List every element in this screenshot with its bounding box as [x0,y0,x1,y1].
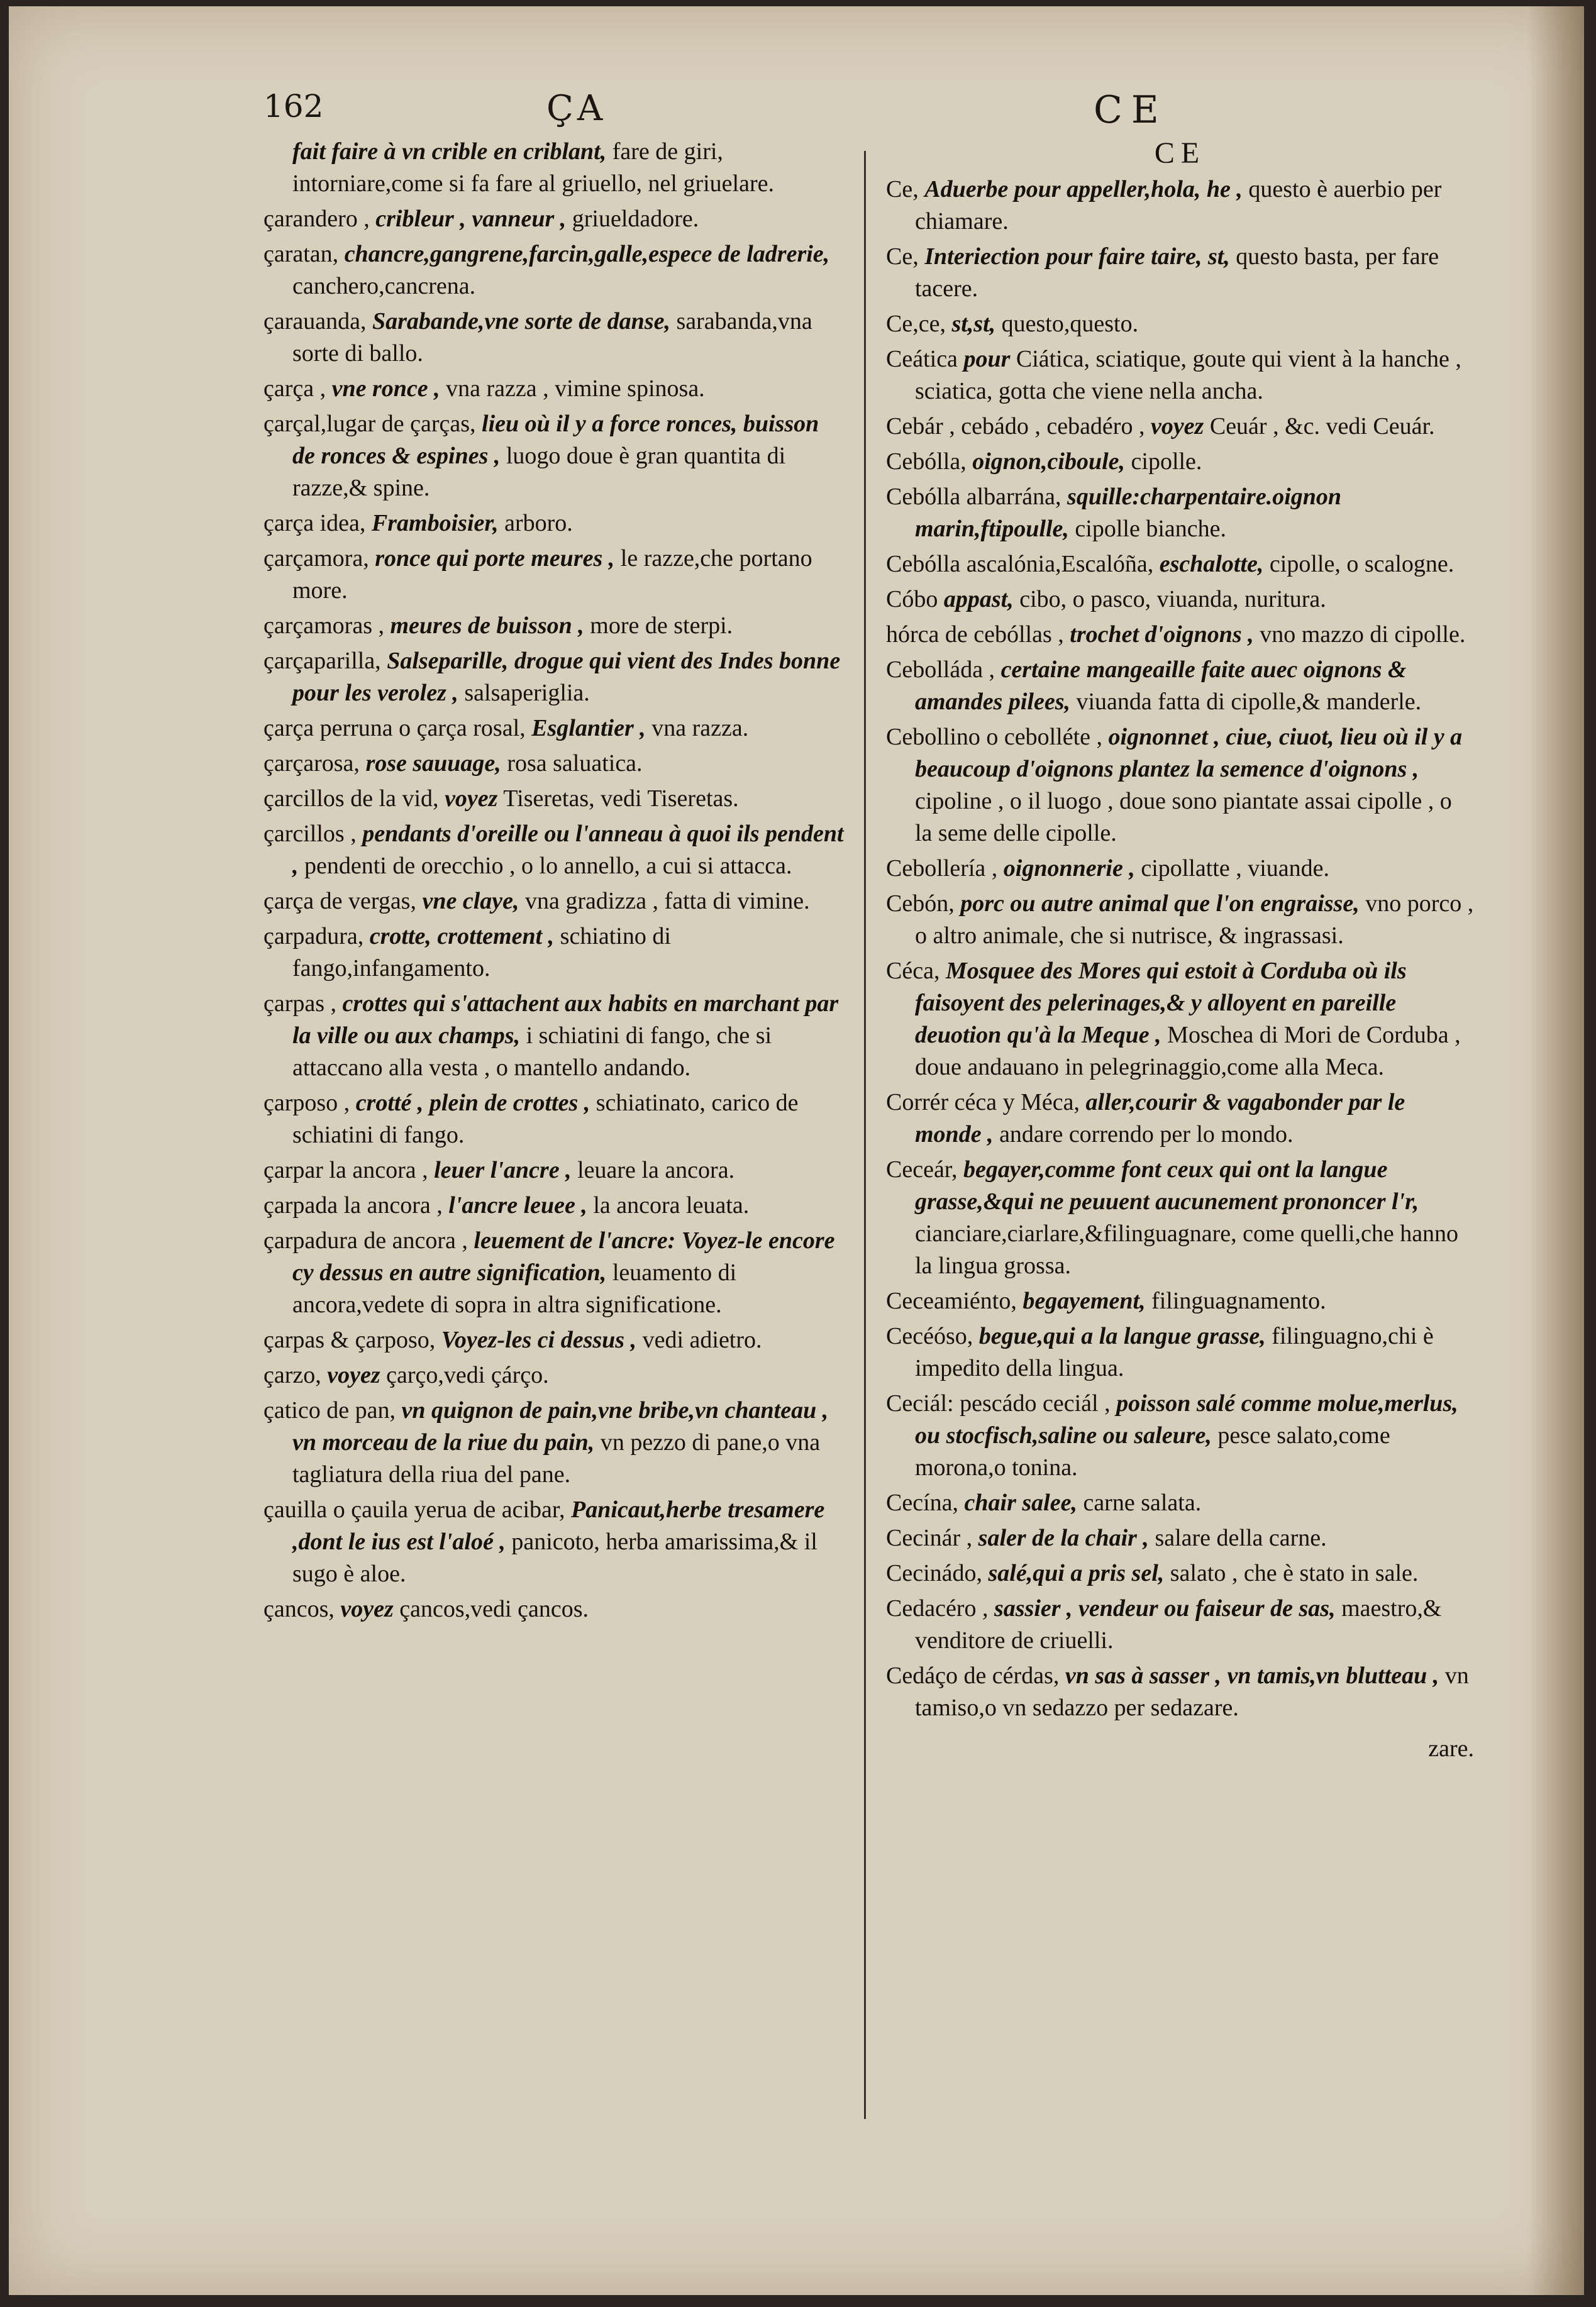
italian-gloss: schiatino di fango,infangamento. [292,923,671,982]
dictionary-entry [263,1087,845,1151]
french-gloss: chair salee, [964,1490,1077,1516]
headword: Cebolláda , [886,656,995,683]
italian-gloss: andare correndo per lo mondo. [999,1121,1294,1148]
italian-gloss: vna gradizza , fatta di vimine. [525,888,810,914]
dictionary-entry [886,1522,1474,1554]
dictionary-entry [886,721,1474,849]
french-gloss: oignonnet , ciue, ciuot, lieu où il y a beaucoup d'oignons plantez la semence d'oignons , [915,724,1463,782]
headword: çarçaparilla, [263,648,381,674]
french-gloss: Voyez-les ci dessus , [441,1327,637,1353]
italian-gloss: filinguagnamento. [1151,1288,1326,1314]
dictionary-entry [886,446,1474,478]
dictionary-entry [263,1324,845,1356]
headword: Cebólla ascalónia,Escalóña, [886,551,1154,577]
right-column [886,136,1474,1762]
french-gloss: saler de la chair , [978,1525,1149,1551]
french-gloss: vn sas à sasser , vn tamis,vn blutteau , [1065,1662,1439,1689]
italian-gloss: cianciare,ciarlare,&filinguagnare, come quelli,che hanno la lingua grossa. [915,1220,1459,1279]
headword: Ce,ce, [886,311,946,337]
italian-gloss: salare della carne. [1155,1525,1327,1551]
dictionary-entry [263,988,845,1084]
headword: çarçal,lugar de çarças, [263,411,476,437]
french-gloss: Salseparille, drogue qui vient des Indes bonne pour les verolez , [292,648,841,706]
french-gloss: salé,qui a pris sel, [988,1560,1165,1586]
italian-gloss: Tiseretas, vedi Tiseretas. [503,785,739,812]
french-gloss: appast, [943,586,1014,612]
italian-gloss: questo basta, per fare tacere. [915,243,1439,302]
headword: Ce, [886,243,919,270]
french-gloss: begayer,comme font ceux qui ont la langue grasse,&qui ne peuuent aucunement prononcer l'r, [915,1156,1419,1215]
headword: Cebólla, [886,448,967,475]
french-gloss: lieu où il y a force ronces, buisson de ronces & espines , [292,411,819,469]
headword: çarpada la ancora , [263,1192,443,1219]
french-gloss: ronce qui porte meures , [375,545,615,572]
italian-gloss: leuare la ancora. [577,1157,735,1183]
dictionary-entry [886,619,1474,651]
french-gloss: Sarabande,vne sorte de danse, [372,308,670,335]
headword: Cecéóso, [886,1323,973,1349]
italian-gloss: viuanda fatta di cipolle,& manderle. [1076,689,1422,715]
dictionary-entry [263,1225,845,1321]
italian-gloss: maestro,& venditore de criuelli. [915,1595,1442,1654]
headword: Cedacéro , [886,1595,989,1622]
french-gloss: Aduerbe pour appeller,hola, he , [924,176,1243,202]
headword: çarauanda, [263,308,367,335]
headword: çarzo, [263,1362,321,1388]
italian-gloss: vna razza. [651,715,749,741]
section-heading: CE [1154,136,1206,170]
dictionary-entry [886,343,1474,407]
dictionary-entry [886,853,1474,885]
french-gloss: poisson salé comme molue,merlus, ou stocfisch,saline ou saleure, [915,1390,1458,1449]
italian-gloss: vno porco , o altro animale, che si nutrisce, & ingrassasi. [915,890,1474,949]
dictionary-entry [263,783,845,815]
headword: Cebár , cebádo , cebadéro , [886,413,1145,440]
dictionary-entry [263,507,845,539]
french-gloss: sassier , vendeur ou faiseur de sas, [994,1595,1336,1622]
french-gloss: Framboisier, [371,510,499,536]
french-gloss: fait faire à vn crible en criblant, [292,138,607,165]
dictionary-entry [886,174,1474,238]
italian-gloss: griueldadore. [572,206,699,232]
italian-gloss: cipolle bianche. [1075,516,1226,542]
headword: Ceática [886,346,958,372]
french-gloss: l'ancre leuee , [448,1192,587,1219]
italian-gloss: Ceuár , &c. vedi Ceuár. [1209,413,1435,440]
french-gloss: cribleur , vanneur , [375,206,567,232]
italian-gloss: cipollatte , viuande. [1141,855,1330,882]
french-gloss: meures de buisson , [390,612,584,639]
french-gloss: pendants d'oreille ou l'anneau à quoi ils pendent , [292,821,844,879]
french-gloss: vne ronce , [331,375,440,402]
dictionary-entry [263,238,845,302]
book-page [9,6,1584,2295]
italian-gloss: çancos,vedi çancos. [399,1596,589,1622]
italian-gloss: questo è auerbio per chiamare. [915,176,1442,235]
headword: çarposo , [263,1090,350,1116]
dictionary-entry [886,584,1474,616]
headword: çarpas , [263,990,337,1017]
dictionary-entry [886,308,1474,340]
italian-gloss: çarço,vedi çárço. [386,1362,549,1388]
headword: çarça , [263,375,326,402]
headword: çarça idea, [263,510,366,536]
italian-gloss: canchero,cancrena. [292,273,476,299]
italian-gloss: questo,questo. [1001,311,1139,337]
italian-gloss: leuamento di ancora,vedete di sopra in altra significatione. [292,1259,737,1318]
headword: çarça perruna o çarça rosal, [263,715,526,741]
headword: Cecinádo, [886,1560,983,1586]
dictionary-entry [263,1395,845,1491]
italian-gloss: cipoline , o il luogo , doue sono piantate assai cipolle , o la seme delle cipolle. [915,788,1452,846]
dictionary-entry [886,1487,1474,1519]
column-divider [864,151,866,2119]
french-gloss: Esglantier , [531,715,646,741]
french-gloss: vn quignon de pain,vne bribe,vn chanteau , vn morceau de la riue du pain, [292,1397,829,1456]
italian-gloss: la ancora leuata. [593,1192,750,1219]
dictionary-entry [886,955,1474,1083]
dictionary-entry [886,888,1474,952]
headword: Cebólla albarrána, [886,484,1061,510]
headword: çarpadura de ancora , [263,1227,468,1254]
italian-gloss: pendenti de orecchio , o lo annello, a cui si attacca. [304,853,792,879]
dictionary-entry [263,645,845,709]
headword: çatico de pan, [263,1397,396,1424]
headword: Cebollería , [886,855,998,882]
headword: çarçamora, [263,545,369,572]
italian-gloss: Ciática, sciatique, goute qui vient à la hanche , sciatica, gotta che viene nella ancha. [915,346,1461,404]
italian-gloss: vno mazzo di cipolle. [1260,621,1466,648]
french-gloss: rose sauuage, [365,750,501,777]
dictionary-entry [263,748,845,780]
french-gloss: voyez [1150,413,1204,440]
french-gloss: vne claye, [422,888,519,914]
italian-gloss: salato , che è stato in sale. [1170,1560,1419,1586]
dictionary-entry [886,1660,1474,1724]
dictionary-entry [886,1388,1474,1484]
headword: Ceceár, [886,1156,958,1183]
dictionary-entry [263,136,845,200]
italian-gloss: sarabanda,vna sorte di ballo. [292,308,812,367]
dictionary-entry [886,1154,1474,1282]
french-gloss: begue,qui a la langue grasse, [978,1323,1266,1349]
running-head-left: ÇA [546,88,607,129]
dictionary-entry [886,411,1474,443]
headword: Ceciál: pescádo ceciál , [886,1390,1111,1417]
headword: çarcillos de la vid, [263,785,439,812]
french-gloss: Mosquee des Mores qui estoit à Corduba où ils faisoyent des pelerinages,& y alloyent en pareille deuotion qu'à la Meque , [915,958,1407,1048]
french-gloss: leuement de l'ancre: Voyez-le encore cy dessus en autre signification, [292,1227,835,1286]
dictionary-entry [886,1593,1474,1657]
italian-gloss: Moschea di Mori de Corduba , doue andauano in pelegrinaggio,come alla Meca. [915,1022,1461,1080]
french-gloss: chancre,gangrene,farcin,galle,espece de ladrerie, [344,241,830,267]
headword: çarçarosa, [263,750,360,777]
french-gloss: crotté , plein de crottes , [355,1090,590,1116]
french-gloss: aller,courir & vagabonder par le monde , [915,1089,1405,1148]
italian-gloss: cibo, o pasco, viuanda, nuritura. [1019,586,1326,612]
french-gloss: st,st, [951,311,996,337]
french-gloss: porc ou autre animal que l'on engraisse, [960,890,1360,917]
dictionary-entry [263,1494,845,1590]
french-gloss: squille:charpentaire.oignon marin,ftipoulle, [915,484,1342,542]
french-gloss: leuer l'ancre , [434,1157,572,1183]
french-gloss: trochet d'oignons , [1070,621,1254,648]
french-gloss: Interiection pour faire taire, st, [924,243,1230,270]
dictionary-entry [263,610,845,642]
italian-gloss: vn pezzo di pane,o vna tagliatura della riua del pane. [292,1429,821,1488]
french-gloss: pour [963,346,1011,372]
headword: çauilla o çauila yerua de acibar, [263,1497,565,1523]
french-gloss: crotte, crottement , [369,923,555,949]
italian-gloss: more de sterpi. [590,612,733,639]
headword: çarpar la ancora , [263,1157,428,1183]
italian-gloss: vn tamiso,o vn sedazzo per sedazare. [915,1662,1469,1721]
italian-gloss: arboro. [504,510,573,536]
dictionary-entry [263,203,845,235]
right-entries [886,174,1474,1724]
headword: çarandero , [263,206,370,232]
dictionary-entry [263,543,845,607]
headword: Ce, [886,176,919,202]
dictionary-entry [886,1320,1474,1385]
dictionary-entry [886,548,1474,580]
headword: Cecinár , [886,1525,973,1551]
headword: Corrér céca y Méca, [886,1089,1080,1115]
dictionary-entry [263,408,845,504]
headword: çaratan, [263,241,339,267]
left-column [263,136,845,1629]
dictionary-entry [263,818,845,882]
italian-gloss: panicoto, herba amarissima,& il sugo è aloe. [292,1529,817,1587]
italian-gloss: filinguagno,chi è impedito della lingua. [915,1323,1434,1381]
headword: çarpadura, [263,923,364,949]
headword: Cecína, [886,1490,959,1516]
catchword: zare. [1428,1735,1474,1762]
italian-gloss: carne salata. [1083,1490,1202,1516]
italian-gloss: vedi adietro. [642,1327,762,1353]
italian-gloss: cipolle. [1131,448,1202,475]
french-gloss: voyez [340,1596,394,1622]
italian-gloss: schiatinato, carico de schiatini di fango. [292,1090,799,1148]
italian-gloss: cipolle, o scalogne. [1269,551,1455,577]
headword: çancos, [263,1596,335,1622]
italian-gloss: i schiatini di fango, che si attaccano alla vesta , o mantello andando. [292,1022,772,1081]
headword: Cóbo [886,586,938,612]
headword: çarça de vergas, [263,888,416,914]
dictionary-entry [886,1285,1474,1317]
italian-gloss: pesce salato,come morona,o tonina. [915,1422,1390,1481]
french-gloss: crottes qui s'attachent aux habits en marchant par la ville ou aux champs, [292,990,839,1049]
dictionary-entry [263,885,845,917]
headword: Cebón, [886,890,955,917]
dictionary-entry [263,1359,845,1391]
headword: Ceceamiénto, [886,1288,1017,1314]
dictionary-entry [263,306,845,370]
dictionary-entry [263,1190,845,1222]
page-number: 162 [263,88,324,124]
headword: çarçamoras , [263,612,384,639]
italian-gloss: rosa saluatica. [507,750,643,777]
headword: çarcillos , [263,821,357,847]
dictionary-entry [263,373,845,405]
dictionary-entry [886,1557,1474,1590]
french-gloss: Panicaut,herbe tresamere ,dont le ius est l'aloé , [292,1497,825,1555]
dictionary-entry [263,921,845,985]
running-head [9,6,1584,132]
french-gloss: eschalotte, [1159,551,1264,577]
italian-gloss: vna razza , vimine spinosa. [446,375,705,402]
headword: Cedáço de cérdas, [886,1662,1060,1689]
headword: hórca de cebóllas , [886,621,1064,648]
running-head-right: CE [1094,88,1168,132]
dictionary-entry [263,1593,845,1625]
dictionary-entry [263,1154,845,1187]
page-edge-shade [1527,6,1584,2295]
headword: Cebollino o cebolléte , [886,724,1103,750]
french-gloss: begayement, [1022,1288,1146,1314]
dictionary-entry [886,654,1474,718]
dictionary-entry [886,1087,1474,1151]
headword: Céca, [886,958,940,984]
dictionary-entry [263,712,845,744]
french-gloss: voyez [327,1362,380,1388]
french-gloss: oignon,ciboule, [972,448,1126,475]
dictionary-entry [886,241,1474,305]
french-gloss: oignonnerie , [1003,855,1135,882]
dictionary-entry [886,481,1474,545]
headword: çarpas & çarposo, [263,1327,436,1353]
italian-gloss: luogo doue è gran quantita di razze,& spine. [292,443,786,501]
french-gloss: voyez [445,785,498,812]
italian-gloss: salsaperiglia. [464,680,590,706]
italian-gloss: le razze,che portano more. [292,545,812,604]
italian-gloss: fare de giri, intorniare,come si fa fare al griuello, nel griuelare. [292,138,774,197]
french-gloss: certaine mangeaille faite auec oignons & amandes pilees, [915,656,1407,715]
